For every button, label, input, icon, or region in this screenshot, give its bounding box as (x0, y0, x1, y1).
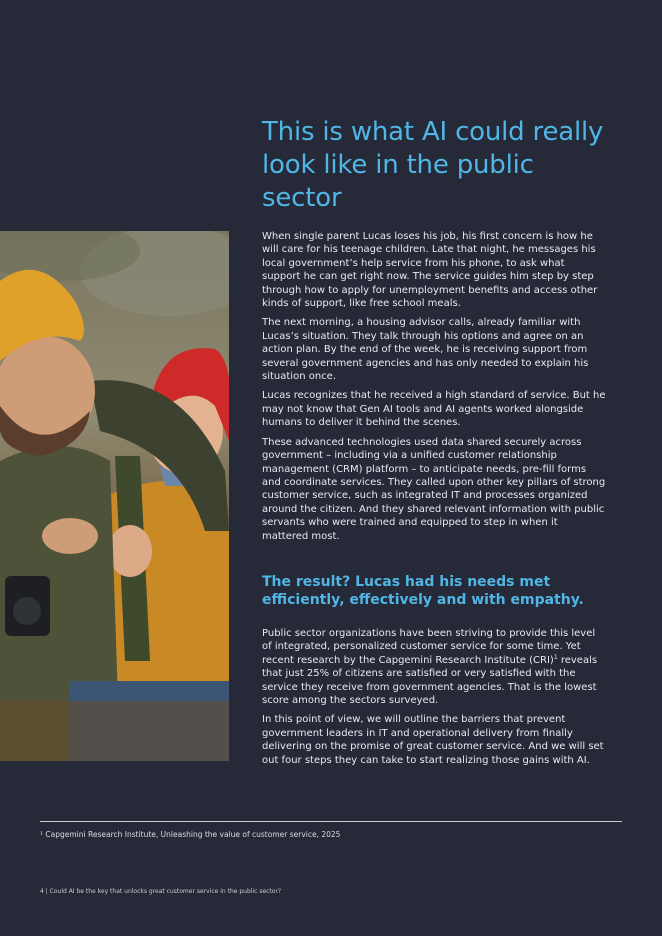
article-content (262, 116, 606, 773)
result-text-part: reveals that just 25% of citizens are satisfied or very satisfied with the service they receive from government agencies. That is the lowest score among the sectors surveyed. (262, 654, 598, 706)
body-paragraph: The next morning, a housing advisor calls, already familiar with Lucas’s situation. They talk through his options and agree on an action plan. By the end of the week, he is receiving support from several government agencies and has only needed to explain his situation once. (262, 317, 589, 383)
intro-paragraph: When single parent Lucas loses his job, his first concern is how he will care for his teenage children. Late that night, he messages his local government’s help service from his phone, to ask what support he can get right now. The service guides him step by step through how to apply for unemployment benefits and access other kinds of support, like free school meals. (262, 231, 598, 310)
result-text-part: Public sector organizations have been striving to provide this level of integrated, personalized customer service for some time. Yet recent research by the Capgemini Research Institute (CRI) (262, 627, 596, 666)
result-heading: The result? Lucas had his needs met efficiently, effectively and with empathy. (262, 573, 584, 608)
footnote: ¹ Capgemini Research Institute, Unleashing the value of customer service, 2025 (40, 830, 341, 839)
result-paragraph: In this point of view, we will outline the barriers that prevent government leaders in IT and operational delivery from finally delivering on the promise of great customer service. And we will set out four steps they can take to start realizing those gains with AI. (262, 714, 604, 766)
footnote-divider (40, 821, 622, 822)
hero-photo (0, 231, 229, 761)
page-footer: 4 | Could AI be the key that unlocks great customer service in the public sector? (40, 888, 282, 895)
page-title: This is what AI could really look like in the public sector (262, 117, 604, 213)
body-paragraph: Lucas recognizes that he received a high standard of service. But he may not know that Gen AI tools and AI agents worked alongside humans to deliver it behind the scenes. (262, 390, 606, 429)
result-paragraph (262, 627, 606, 707)
footnote-marker: 1 (553, 653, 558, 661)
body-paragraph: These advanced technologies used data shared securely across government – including via a unified customer relationship management (CRM) platform – to anticipate needs, pre-fill forms and coordinate services. They called upon other key pillars of strong customer service, such as integrated IT and processes organized around the citizen. And they shared relevant information with public servants who were trained and equipped to step in when it mattered most. (262, 436, 606, 542)
